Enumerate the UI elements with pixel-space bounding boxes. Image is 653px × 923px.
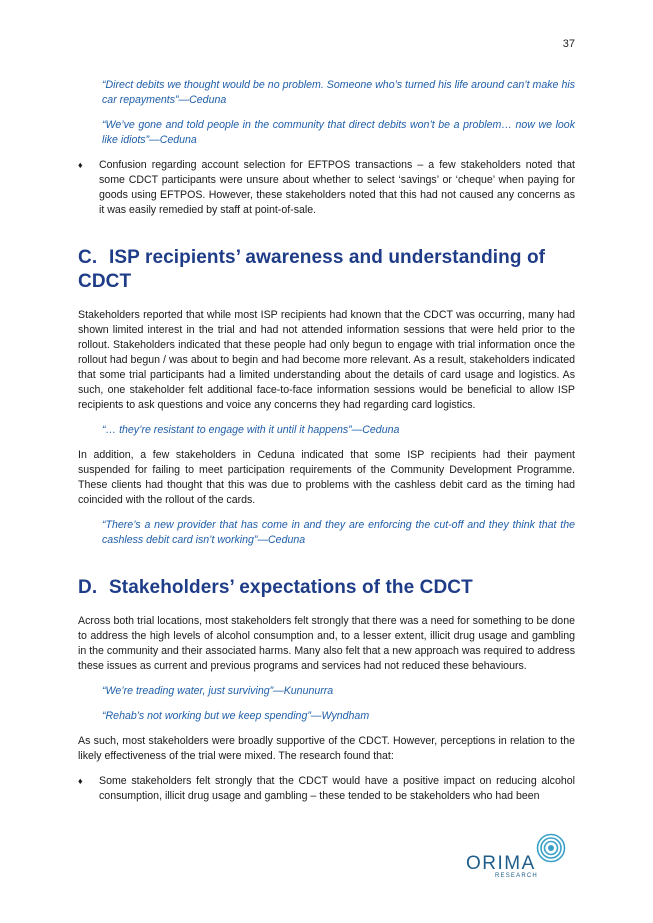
logo-subtitle: RESEARCH — [495, 873, 538, 879]
section-c-heading — [78, 246, 575, 294]
quote-new-provider: “There’s a new provider that has come in and they are enforcing the cut-off and they think that the cashless debit card isn’t working”—Ceduna — [102, 519, 575, 546]
bullet-eftpos-text: Confusion regarding account selection for EFTPOS transactions – a few stakeholders noted that some CDCT participants were unsure about whether to select ‘savings’ or ‘cheque’ when paying for goods using EFTPOS. However, these stakeholders noted that this had not caused any concerns as it was easily remedied by staff at point-of-sale. — [99, 159, 575, 216]
orima-rings-icon — [536, 833, 566, 863]
quote-treading-water: “We’re treading water, just surviving”—Kununurra — [102, 685, 334, 697]
section-c-title: ISP recipients’ awareness and understanding of CDCT — [78, 247, 546, 292]
quote-resistant: “… they’re resistant to engage with it until it happens”—Ceduna — [102, 424, 400, 436]
quote-told-people: “We’ve gone and told people in the community that direct debits won’t be a problem… now we look like idiots”—Ceduna — [102, 119, 575, 146]
logo-name: ORIMA — [466, 853, 536, 874]
section-c-paragraph-1: Stakeholders reported that while most ISP recipients had known that the CDCT was occurring, many had shown limited interest in the trial and had not attended information sessions that were held prior to the rollout. Stakeholders indicated that these people had only begun to engage with trial information once the rollout had begun / was about to begin and had become more relevant. As a result, stakeholders indicated that some trial participants had a limited understanding about the details of card usage and logistics. As such, one stakeholder felt additional face-to-face information sessions would be beneficial to allow ISP recipients to ask questions and voice any concerns they had regarding card logistics. — [78, 309, 575, 411]
quote-direct-debits: “Direct debits we thought would be no problem. Someone who’s turned his life around can’t make his car repayments”—Ceduna — [102, 79, 575, 106]
section-d-letter: D. — [78, 577, 98, 598]
page-number: 37 — [562, 38, 575, 50]
document-body — [78, 78, 575, 814]
section-d-title: Stakeholders’ expectations of the CDCT — [109, 577, 473, 598]
quote-rehab: “Rehab’s not working but we keep spending”—Wyndham — [102, 710, 370, 722]
orima-research-logo — [466, 833, 576, 883]
section-c-paragraph-2: In addition, a few stakeholders in Ceduna indicated that some ISP recipients had their payment suspended for failing to meet participation requirements of the Community Development Programme. These clients had thought that this was due to problems with the cashless debit card as the timing had coincided with the rollout of the cards. — [78, 449, 575, 506]
bullet-positive-impact-text: Some stakeholders felt strongly that the CDCT would have a positive impact on reducing alcohol consumption, illicit drug usage and gambling – these tended to be stakeholders who had been — [99, 775, 575, 802]
bullet-positive-impact — [78, 774, 575, 804]
section-d-paragraph-2: As such, most stakeholders were broadly supportive of the CDCT. However, perceptions in relation to the likely effectiveness of the trial were mixed. The research found that: — [78, 735, 575, 762]
section-c-letter: C. — [78, 247, 98, 268]
bullet-eftpos — [78, 158, 575, 218]
diamond-bullet-icon: ♦ — [78, 776, 83, 786]
section-d-paragraph-1: Across both trial locations, most stakeholders felt strongly that there was a need for something to be done to address the high levels of alcohol consumption and, to a lesser extent, illicit drug usage and gambling in the community and their associated harms. Many also felt that a new approach was required to address these issues as current and previous programs and services had not reduced these behaviours. — [78, 615, 575, 672]
diamond-bullet-icon: ♦ — [78, 160, 83, 170]
section-d-heading — [78, 576, 575, 600]
